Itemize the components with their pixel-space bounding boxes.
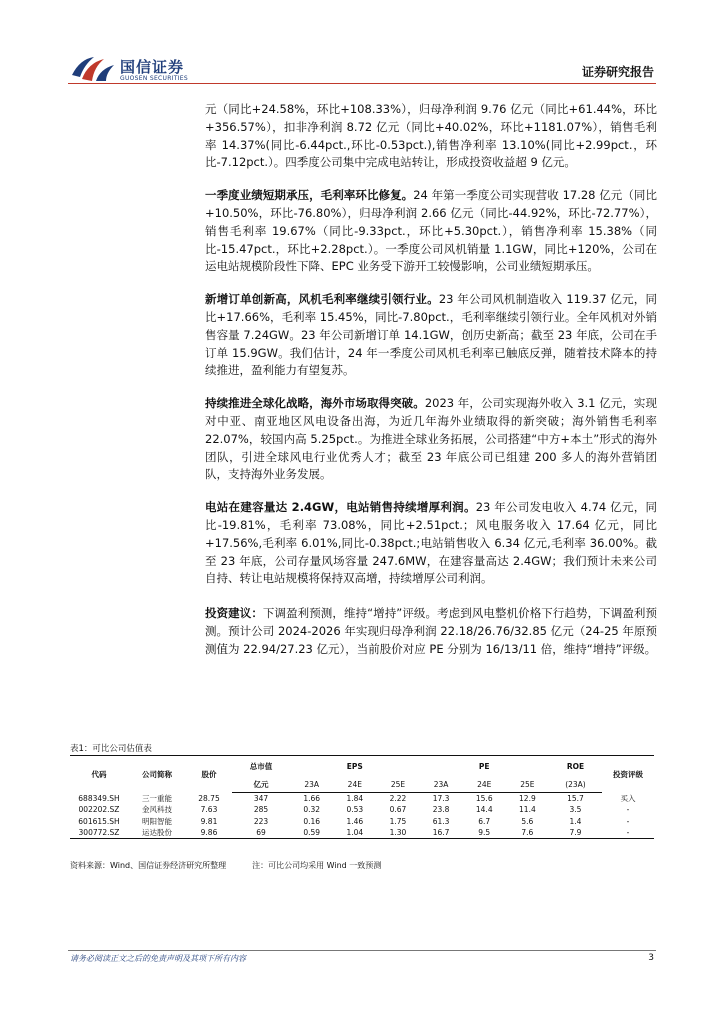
paragraph-investment-advice: 投资建议：下调盈利预测，维持“增持”评级。考虑到风电整机价格下行趋势，下调盈利预测。预计公司 2024-2026 年实现归母净利润 22.18/26.76/32.85 亿元（24-25 年原预测值为 22.94/27.23 亿元），当前股价对应 PE 分别为 16/13/11 倍，维持“增持”评级。 — [205, 606, 658, 656]
col-header-mktcap-unit: 亿元 — [232, 778, 290, 793]
paragraph-heading: 持续推进全球化战略，海外市场取得突破。 — [205, 396, 425, 411]
logo-text-en: GUOSEN SECURITIES — [120, 75, 189, 82]
col-header-pe-23a: 23A — [420, 778, 463, 793]
report-body — [205, 101, 657, 674]
col-header-eps-25e: 25E — [376, 778, 419, 793]
paragraph-power-stations: 电站在建容量达 2.4GW，电站销售持续增厚利润。23 年公司发电收入 4.74 亿元，同比-19.81%，毛利率 73.08%，同比+2.51pct.；风电服务收入 17.64 亿元，同比+17.56%,毛利率 6.01%,同比-0.38pct.;电站销售收入 6.34 亿元,毛利率 36.00%。截至 23 年底，公司存量风场容量 247.6MW，在建容量高达 2.4GW；我们预计未来公司自持、转让电站规模将保持双高增，持续增厚公司利润。 — [205, 500, 657, 586]
paragraph-annual-summary: 元（同比+24.58%，环比+108.33%），归母净利润 9.76 亿元（同比+61.44%，环比+356.57%），扣非净利润 8.72 亿元（同比+40.02%，环比+1181.07%），销售毛利率 14.37%(同比-6.44pct.,环比-0.53pct.),销售净利率 13.10%(同比+2.99pct.，环比-7.12pct.）。四季度公司集中完成电站转让，形成投资收益超 9 亿元。 — [205, 102, 657, 170]
guosen-logo — [70, 53, 210, 85]
table-title: 表1：可比公司估值表 — [70, 744, 152, 754]
table-row: 002202.SZ 金风科技 7.63 285 0.32 0.53 0.67 23.8 14.4 11.4 3.5 - — [78, 805, 630, 815]
page-number: 3 — [648, 953, 654, 963]
col-header-name: 公司简称 — [128, 756, 186, 793]
col-header-pe: PE — [420, 756, 549, 778]
paragraph-heading: 电站在建容量达 2.4GW，电站销售持续增厚利润。 — [205, 500, 476, 515]
guosen-logo-icon — [70, 53, 118, 83]
col-header-roe-period: (23A) — [549, 778, 602, 793]
valuation-table — [70, 755, 654, 839]
source-text: 资料来源：Wind、国信证券经济研究所整理 — [70, 861, 227, 870]
footer-divider — [68, 950, 656, 951]
table-row: 601615.SH 明阳智能 9.81 223 0.16 1.46 1.75 61.3 6.7 5.6 1.4 - — [78, 816, 630, 826]
paragraph-heading: 投资建议： — [205, 606, 263, 621]
col-header-rating: 投资评级 — [602, 756, 654, 793]
table-row: 300772.SZ 运达股份 9.86 69 0.59 1.04 1.30 16.7 9.5 7.6 7.9 - — [70, 827, 654, 839]
paragraph-globalization: 持续推进全球化战略，海外市场取得突破。2023 年，公司实现海外收入 3.1 亿元，实现对中亚、南亚地区风电设备出海，为近几年海外业绩取得的新突破；海外销售毛利率 22.07%，较国内高 5.25pct.。为推进全球业务拓展，公司搭建“中方+本土”形式的海外团队，引进全球风电行业优秀人才；截至 23 年底公司已组建 200 多人的海外营销团队，支持海外业务发展。 — [205, 396, 657, 482]
table-source-note — [70, 860, 381, 871]
col-header-roe: ROE — [549, 756, 602, 778]
col-header-eps-23a: 23A — [290, 778, 333, 793]
col-header-mktcap: 总市值 — [232, 756, 290, 778]
footer-disclaimer: 请务必阅读正文之后的免责声明及其项下所有内容 — [70, 954, 246, 963]
note-text: 注：可比公司均采用 Wind 一致预测 — [252, 861, 382, 870]
paragraph-heading: 一季度业绩短期承压，毛利率环比修复。 — [205, 188, 414, 203]
col-header-code: 代码 — [70, 756, 128, 793]
paragraph-orders: 新增订单创新高，风机毛利率继续引领行业。23 年公司风机制造收入 119.37 亿元，同比+17.66%，毛利率 15.45%，同比-7.80pct.，毛利率继续引领行业。全年风机对外销售容量 7.24GW。23 年公司新增订单 14.1GW，创历史新高；截至 23 年底，公司在手订单 15.9GW。我们估计，24 年一季度公司风机毛利率已触底反弹，随着技术降本的持续推进，盈利能力有望复苏。 — [205, 292, 658, 378]
paragraph-heading: 新增订单创新高，风机毛利率继续引领行业。 — [205, 292, 439, 307]
table-row: 688349.SH 三一重能 28.75 347 1.66 1.84 2.22 17.3 15.6 12.9 15.7 买入 — [78, 793, 636, 803]
col-header-pe-25e: 25E — [506, 778, 549, 793]
col-header-price: 股价 — [186, 756, 232, 793]
col-header-pe-24e: 24E — [463, 778, 506, 793]
col-header-eps: EPS — [290, 756, 419, 778]
logo-text-cn: 国信证券 — [120, 58, 185, 76]
report-type-label: 证券研究报告 — [581, 65, 654, 79]
paragraph-q1-results: 一季度业绩短期承压，毛利率环比修复。24 年第一季度公司实现营收 17.28 亿元（同比+10.50%，环比-76.80%），归母净利润 2.66 亿元（同比-44.92%，环比-72.77%），销售毛利率 19.67%（同比-9.33pct.，环比+5.30pct.），销售净利率 15.38%（同比-15.47pct.，环比+2.28pct.）。一季度公司风机销量 1.1GW，同比+120%，公司在运电站规模阶段性下降、EPC 业务受下游开工较慢影响，公司业绩短期承压。 — [205, 188, 657, 274]
col-header-eps-24e: 24E — [333, 778, 376, 793]
header-divider — [68, 83, 656, 84]
